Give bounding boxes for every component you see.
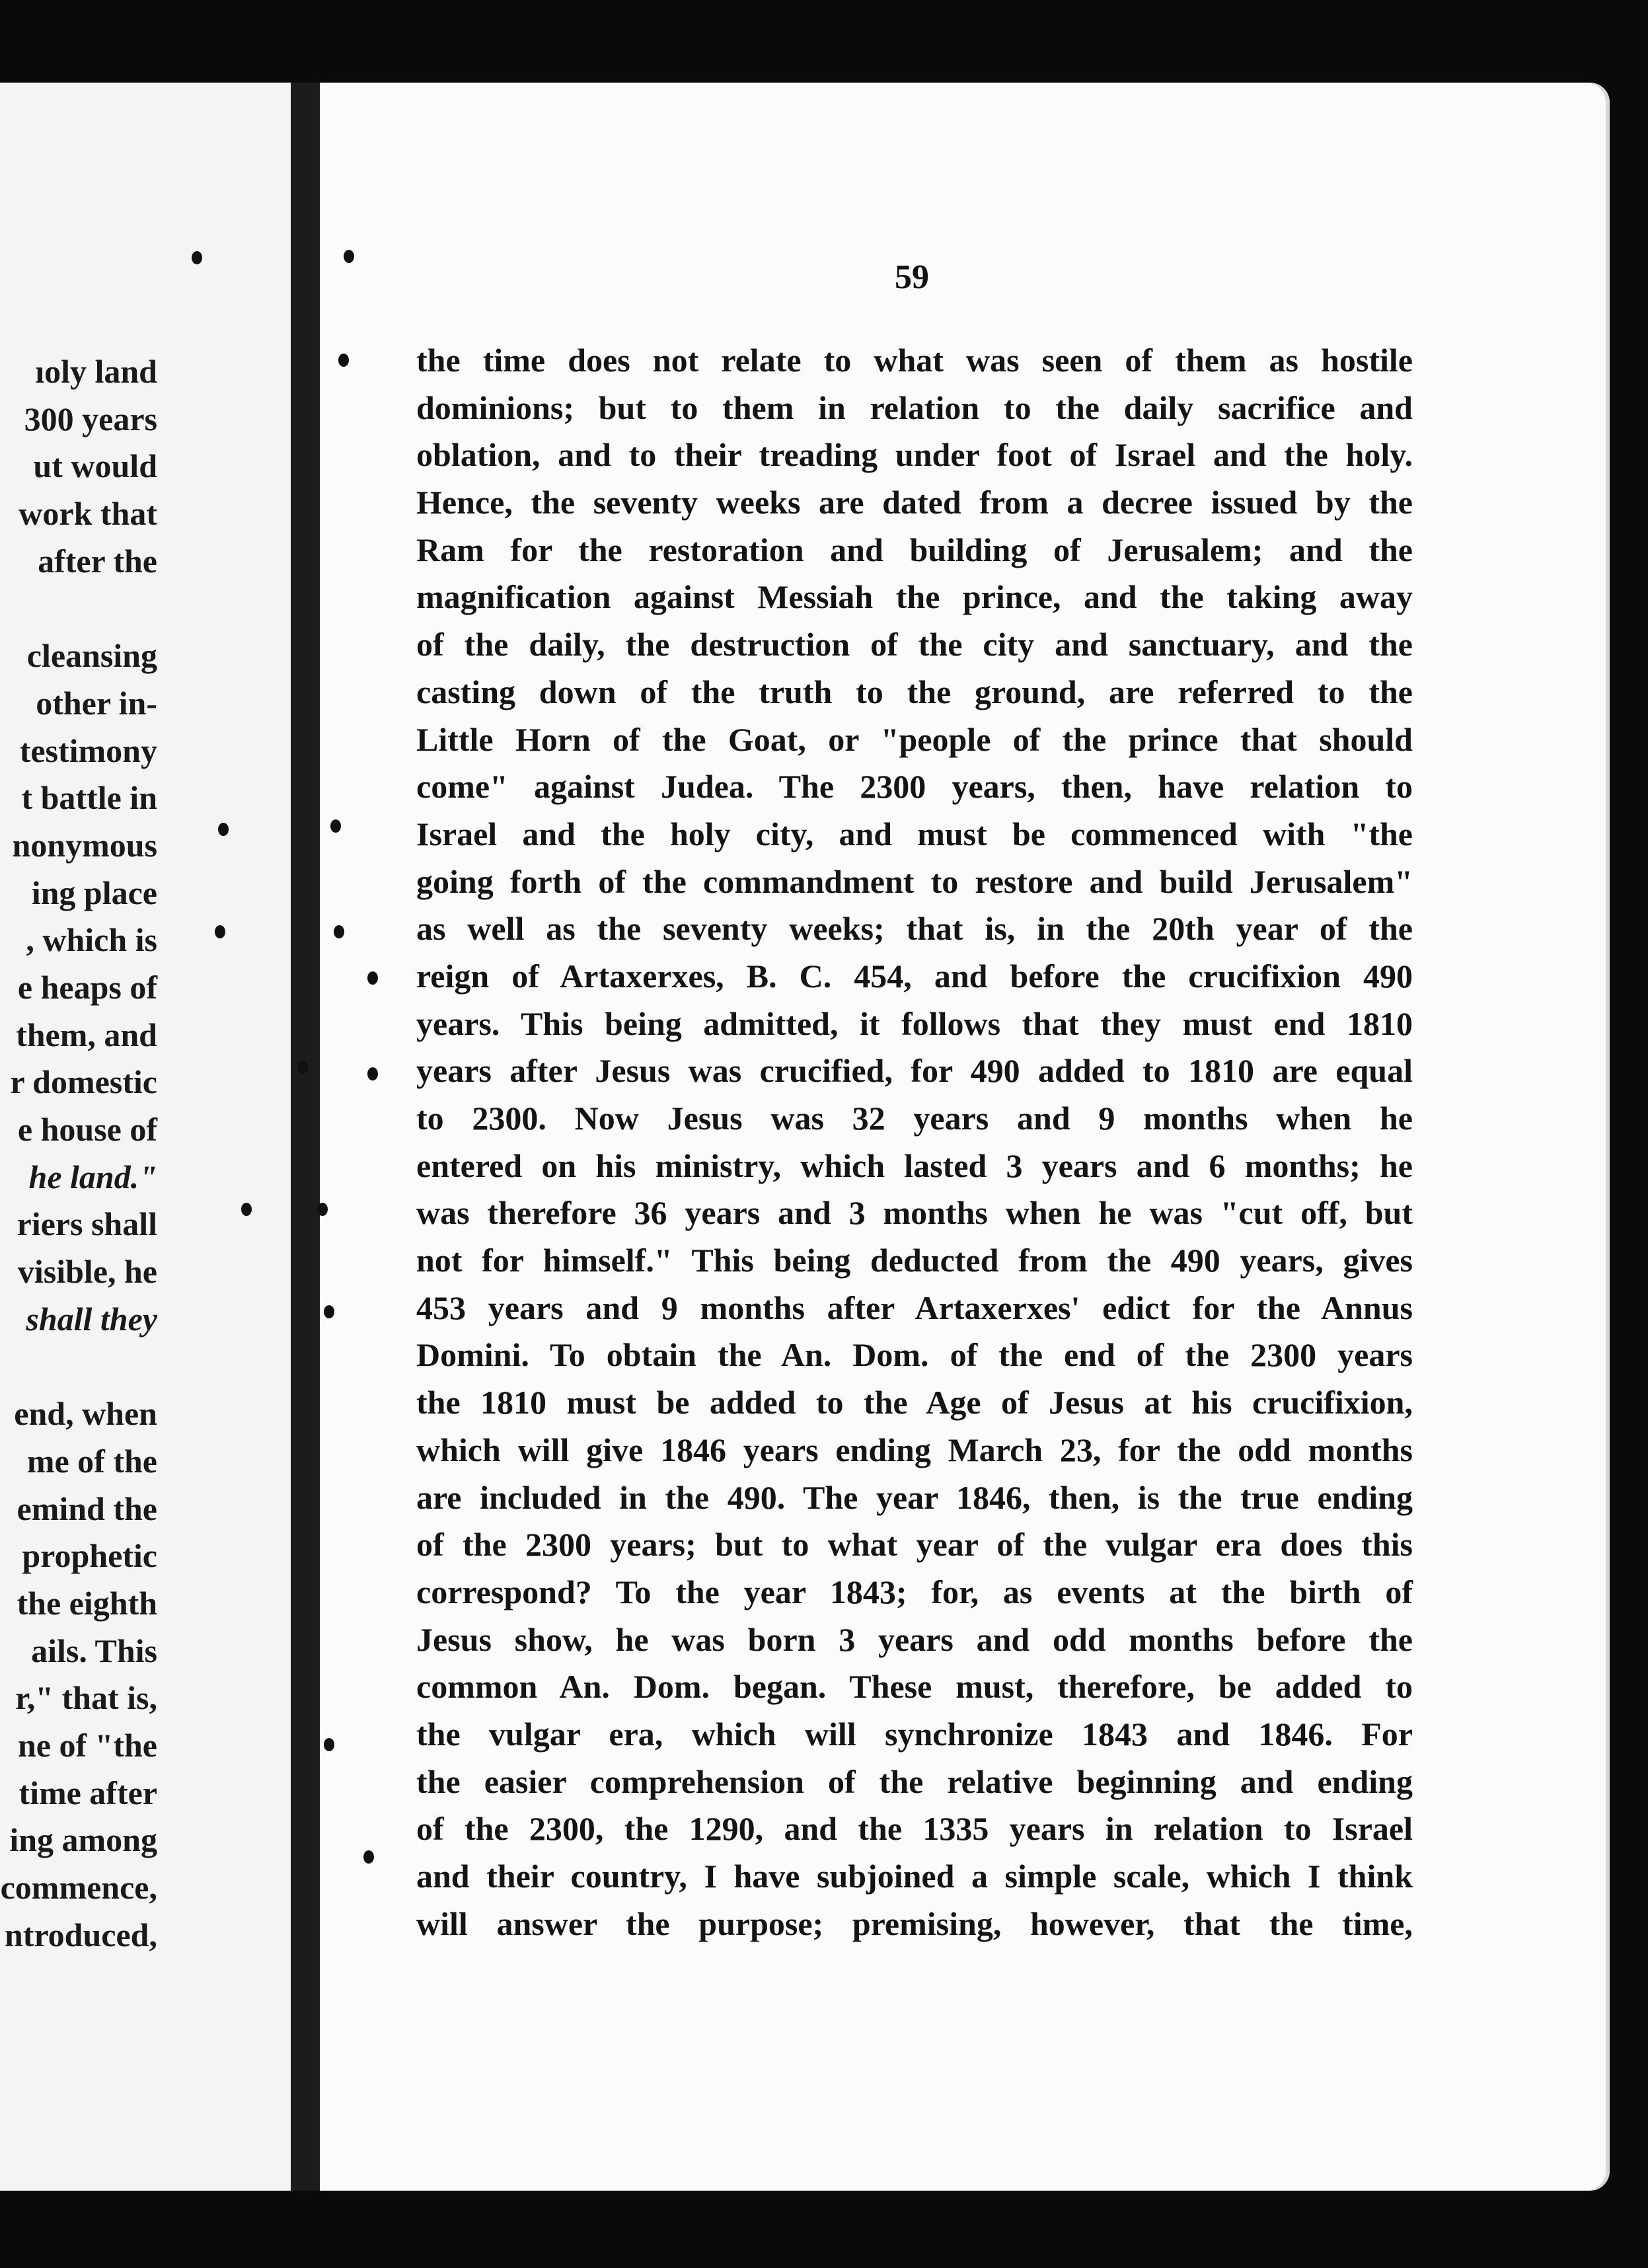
body-line: dominions; but to them in relation to the daily sacrifice and <box>416 389 1413 426</box>
body-line: are included in the 490. The year 1846, then, is the true ending <box>416 1478 1413 1516</box>
ink-speck <box>334 925 344 938</box>
body-line: Jesus show, he was born 3 years and odd months before the <box>416 1620 1413 1658</box>
left-page-line: end, when <box>14 1395 157 1433</box>
left-page <box>0 83 291 2191</box>
left-page-line: other in- <box>36 684 157 722</box>
left-page-line: visible, he <box>17 1253 157 1291</box>
left-page-line: 300 years <box>24 400 157 437</box>
ink-speck <box>344 250 354 263</box>
body-line: years after Jesus was crucified, for 490 added to 1810 are equal <box>416 1052 1413 1090</box>
body-line: Little Horn of the Goat, or "people of the prince that should <box>416 720 1413 758</box>
body-line: was therefore 36 years and 3 months when he was "cut off, but <box>416 1194 1413 1232</box>
body-line: magnification against Messiah the prince, and the taking away <box>416 578 1413 616</box>
left-page-line: he land." <box>28 1158 157 1195</box>
ink-speck <box>324 1305 334 1318</box>
ink-speck <box>367 1067 378 1080</box>
body-line: oblation, and to their treading under foot of Israel and the holy. <box>416 436 1413 474</box>
left-page-line: t battle in <box>21 779 157 817</box>
ink-speck <box>192 251 202 264</box>
body-line: common An. Dom. began. These must, therefore, be added to <box>416 1668 1413 1706</box>
left-page-line: commence, <box>0 1869 157 1906</box>
left-page-line <box>0 585 157 632</box>
left-page-line: them, and <box>16 1016 157 1053</box>
left-page-line: ntroduced, <box>4 1916 157 1953</box>
body-text <box>416 337 1413 1947</box>
left-page-line: riers shall <box>17 1205 157 1243</box>
body-line: Israel and the holy city, and must be commenced with "the <box>416 815 1413 852</box>
body-line: Hence, the seventy weeks are dated from a decree issued by the <box>416 484 1413 521</box>
left-page-line: ıoly land <box>35 353 157 390</box>
body-line: not for himself." This being deducted from the 490 years, gives <box>416 1242 1413 1279</box>
left-page-line: r," that is, <box>15 1679 157 1717</box>
body-line: will answer the purpose; premising, however, that the time, <box>416 1905 1413 1942</box>
body-line: years. This being admitted, it follows that they must end 1810 <box>416 1004 1413 1042</box>
left-page-line: prophetic <box>22 1537 157 1575</box>
body-line: come" against Judea. The 2300 years, then, have relation to <box>416 768 1413 806</box>
body-line: the easier comprehension of the relative beginning and ending <box>416 1762 1413 1800</box>
ink-speck <box>317 1203 328 1216</box>
ink-speck <box>330 819 341 833</box>
left-page-text <box>0 348 157 1959</box>
ink-speck <box>215 925 225 938</box>
left-page-line: time after <box>19 1774 157 1811</box>
ink-speck <box>324 1738 334 1751</box>
ink-speck <box>367 971 378 985</box>
body-line: to 2300. Now Jesus was 32 years and 9 months when he <box>416 1100 1413 1137</box>
ink-speck <box>338 354 349 367</box>
left-page-line: ne of "the <box>17 1726 157 1764</box>
body-line: of the 2300 years; but to what year of the vulgar era does this <box>416 1526 1413 1564</box>
left-page-line <box>0 1343 157 1390</box>
body-line: which will give 1846 years ending March 23, for the odd months <box>416 1431 1413 1468</box>
ink-speck <box>241 1203 252 1216</box>
left-page-line: after the <box>38 542 157 580</box>
body-line: casting down of the truth to the ground, are referred to the <box>416 673 1413 710</box>
left-page-line: work that <box>19 495 157 533</box>
body-line: the vulgar era, which will synchronize 1843 and 1846. For <box>416 1715 1413 1753</box>
left-page-line: nonymous <box>12 826 157 864</box>
body-line: going forth of the commandment to restore and build Jerusalem" <box>416 862 1413 900</box>
body-line: Domini. To obtain the An. Dom. of the end of the 2300 years <box>416 1336 1413 1374</box>
left-page-line: me of the <box>26 1442 157 1480</box>
page-number: 59 <box>895 258 929 296</box>
left-page-line: the eighth <box>17 1584 157 1622</box>
left-page-line: r domestic <box>10 1063 157 1101</box>
left-page-line: e house of <box>17 1111 157 1148</box>
body-line: 453 years and 9 months after Artaxerxes' edict for the Annus <box>416 1289 1413 1326</box>
body-line: the 1810 must be added to the Age of Jesus at his crucifixion, <box>416 1384 1413 1421</box>
body-line: of the daily, the destruction of the city and sanctuary, and the <box>416 626 1413 663</box>
body-line: correspond? To the year 1843; for, as events at the birth of <box>416 1573 1413 1610</box>
left-page-line: testimony <box>19 732 157 769</box>
ink-speck <box>363 1850 374 1864</box>
left-page-line: emind the <box>17 1490 157 1527</box>
book-gutter <box>291 83 320 2191</box>
left-page-line: shall they <box>26 1300 157 1338</box>
ink-speck <box>297 1061 308 1074</box>
left-page-line: e heaps of <box>17 968 157 1006</box>
ink-speck <box>218 823 229 836</box>
left-page-line: ing among <box>9 1821 157 1859</box>
body-line: entered on his ministry, which lasted 3 years and 6 months; he <box>416 1147 1413 1184</box>
body-line: reign of Artaxerxes, B. C. 454, and before the crucifixion 490 <box>416 957 1413 995</box>
body-line: as well as the seventy weeks; that is, in the 20th year of the <box>416 910 1413 948</box>
body-line: the time does not relate to what was seen of them as hostile <box>416 342 1413 379</box>
left-page-line: ails. This <box>31 1632 157 1669</box>
left-page-line: ing place <box>31 874 157 911</box>
left-page-line: ut would <box>33 447 157 485</box>
body-line: Ram for the restoration and building of Jerusalem; and the <box>416 531 1413 568</box>
left-page-line: cleansing <box>26 637 157 675</box>
body-line: and their country, I have subjoined a simple scale, which I think <box>416 1858 1413 1895</box>
left-page-line: , which is <box>26 921 157 959</box>
body-line: of the 2300, the 1290, and the 1335 years in relation to Israel <box>416 1810 1413 1848</box>
